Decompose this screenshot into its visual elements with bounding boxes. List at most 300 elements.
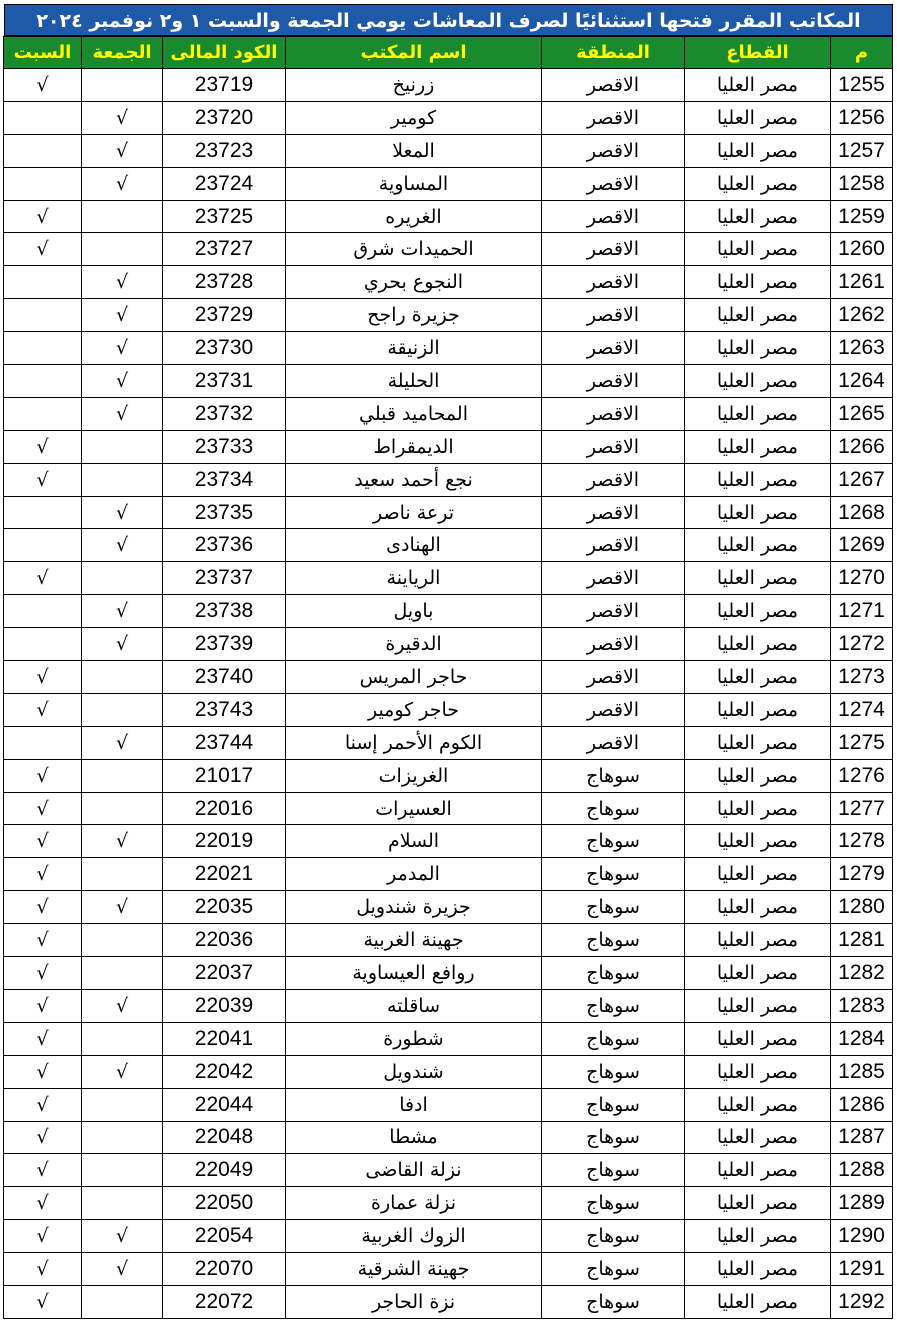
cell-num: 1282 [831, 957, 893, 990]
cell-num: 1277 [831, 792, 893, 825]
cell-num: 1285 [831, 1055, 893, 1088]
cell-friday-check: √ [82, 365, 163, 398]
cell-sector: مصر العليا [685, 924, 831, 957]
cell-sector: مصر العليا [685, 167, 831, 200]
cell-num: 1270 [831, 562, 893, 595]
cell-code: 22041 [163, 1022, 286, 1055]
table-row [4, 299, 893, 332]
cell-sector: مصر العليا [685, 266, 831, 299]
cell-office: زرنيخ [286, 69, 542, 102]
cell-office: حاجر كومير [286, 693, 542, 726]
cell-region: سوهاج [542, 759, 685, 792]
cell-saturday-check: √ [4, 1088, 82, 1121]
cell-friday-check: √ [82, 1220, 163, 1253]
cell-friday-check [82, 957, 163, 990]
cell-saturday-check: √ [4, 1220, 82, 1253]
cell-code: 22019 [163, 825, 286, 858]
cell-saturday-check: √ [4, 693, 82, 726]
cell-num: 1257 [831, 134, 893, 167]
cell-office: نجع أحمد سعيد [286, 463, 542, 496]
cell-code: 23730 [163, 332, 286, 365]
cell-region: الاقصر [542, 167, 685, 200]
cell-region: سوهاج [542, 825, 685, 858]
cell-code: 23737 [163, 562, 286, 595]
table-row [4, 595, 893, 628]
cell-friday-check [82, 792, 163, 825]
cell-sector: مصر العليا [685, 1121, 831, 1154]
cell-sector: مصر العليا [685, 825, 831, 858]
cell-office: المحاميد قبلي [286, 397, 542, 430]
cell-region: سوهاج [542, 858, 685, 891]
cell-region: الاقصر [542, 332, 685, 365]
table-row [4, 726, 893, 759]
cell-friday-check: √ [82, 1055, 163, 1088]
cell-saturday-check [4, 529, 82, 562]
cell-saturday-check: √ [4, 1285, 82, 1318]
cell-friday-check: √ [82, 266, 163, 299]
header-row [4, 37, 893, 69]
cell-num: 1283 [831, 989, 893, 1022]
cell-saturday-check: √ [4, 989, 82, 1022]
cell-num: 1260 [831, 233, 893, 266]
cell-office: المعلا [286, 134, 542, 167]
cell-office: الزنيقة [286, 332, 542, 365]
cell-num: 1280 [831, 891, 893, 924]
cell-sector: مصر العليا [685, 332, 831, 365]
cell-office: باويل [286, 595, 542, 628]
cell-sector: مصر العليا [685, 759, 831, 792]
cell-saturday-check: √ [4, 661, 82, 694]
cell-saturday-check: √ [4, 1187, 82, 1220]
cell-num: 1271 [831, 595, 893, 628]
table-row [4, 430, 893, 463]
cell-num: 1273 [831, 661, 893, 694]
cell-code: 23740 [163, 661, 286, 694]
offices-table [3, 36, 893, 1319]
table-row [4, 825, 893, 858]
table-row [4, 562, 893, 595]
cell-saturday-check: √ [4, 562, 82, 595]
cell-saturday-check [4, 266, 82, 299]
table-row [4, 989, 893, 1022]
cell-friday-check: √ [82, 332, 163, 365]
cell-region: الاقصر [542, 726, 685, 759]
cell-code: 23733 [163, 430, 286, 463]
cell-region: الاقصر [542, 101, 685, 134]
cell-code: 23735 [163, 496, 286, 529]
cell-friday-check [82, 1121, 163, 1154]
cell-sector: مصر العليا [685, 989, 831, 1022]
cell-office: جزيرة شندويل [286, 891, 542, 924]
table-row [4, 792, 893, 825]
cell-saturday-check: √ [4, 858, 82, 891]
cell-sector: مصر العليا [685, 529, 831, 562]
cell-region: سوهاج [542, 1121, 685, 1154]
cell-num: 1264 [831, 365, 893, 398]
table-row [4, 134, 893, 167]
cell-region: الاقصر [542, 134, 685, 167]
cell-sector: مصر العليا [685, 101, 831, 134]
cell-saturday-check: √ [4, 1154, 82, 1187]
cell-office: الديمقراط [286, 430, 542, 463]
cell-code: 22054 [163, 1220, 286, 1253]
cell-saturday-check [4, 365, 82, 398]
table-row [4, 365, 893, 398]
cell-saturday-check: √ [4, 1055, 82, 1088]
cell-sector: مصر العليا [685, 233, 831, 266]
cell-sector: مصر العليا [685, 299, 831, 332]
cell-code: 22050 [163, 1187, 286, 1220]
cell-region: سوهاج [542, 1022, 685, 1055]
cell-code: 23719 [163, 69, 286, 102]
table-row [4, 891, 893, 924]
offices-sheet [4, 4, 893, 1319]
cell-code: 23724 [163, 167, 286, 200]
cell-sector: مصر العليا [685, 496, 831, 529]
cell-sector: مصر العليا [685, 463, 831, 496]
cell-code: 23744 [163, 726, 286, 759]
cell-saturday-check [4, 628, 82, 661]
table-row [4, 1121, 893, 1154]
cell-code: 22039 [163, 989, 286, 1022]
cell-num: 1291 [831, 1253, 893, 1286]
cell-region: الاقصر [542, 266, 685, 299]
cell-region: الاقصر [542, 430, 685, 463]
cell-friday-check: √ [82, 628, 163, 661]
cell-code: 23736 [163, 529, 286, 562]
cell-saturday-check [4, 101, 82, 134]
table-row [4, 924, 893, 957]
cell-friday-check: √ [82, 529, 163, 562]
cell-num: 1269 [831, 529, 893, 562]
cell-code: 23732 [163, 397, 286, 430]
cell-sector: مصر العليا [685, 1154, 831, 1187]
cell-code: 22044 [163, 1088, 286, 1121]
table-row [4, 957, 893, 990]
sheet-title: المكاتب المقرر فتحها استثنائيًا لصرف المعاشات يومي الجمعة والسبت ١ و٢ نوفمبر ٢٠٢٤ [4, 4, 893, 36]
cell-office: النجوع بحري [286, 266, 542, 299]
cell-num: 1286 [831, 1088, 893, 1121]
table-row [4, 858, 893, 891]
cell-office: الحميدات شرق [286, 233, 542, 266]
table-row [4, 1220, 893, 1253]
table-row [4, 332, 893, 365]
cell-code: 23743 [163, 693, 286, 726]
cell-num: 1281 [831, 924, 893, 957]
cell-region: الاقصر [542, 529, 685, 562]
cell-num: 1274 [831, 693, 893, 726]
cell-friday-check [82, 1187, 163, 1220]
header-saturday: السبت [4, 37, 82, 69]
cell-sector: مصر العليا [685, 661, 831, 694]
cell-saturday-check: √ [4, 1022, 82, 1055]
cell-saturday-check [4, 332, 82, 365]
table-row [4, 1055, 893, 1088]
table-row [4, 529, 893, 562]
header-friday: الجمعة [82, 37, 163, 69]
cell-num: 1265 [831, 397, 893, 430]
cell-num: 1276 [831, 759, 893, 792]
cell-num: 1278 [831, 825, 893, 858]
cell-sector: مصر العليا [685, 891, 831, 924]
cell-saturday-check: √ [4, 430, 82, 463]
cell-num: 1289 [831, 1187, 893, 1220]
cell-friday-check: √ [82, 134, 163, 167]
cell-code: 22049 [163, 1154, 286, 1187]
cell-saturday-check: √ [4, 792, 82, 825]
table-header [4, 37, 893, 69]
table-row [4, 233, 893, 266]
table-row [4, 69, 893, 102]
cell-friday-check [82, 1022, 163, 1055]
cell-office: الهنادى [286, 529, 542, 562]
cell-region: سوهاج [542, 1055, 685, 1088]
cell-code: 23739 [163, 628, 286, 661]
cell-saturday-check [4, 134, 82, 167]
cell-num: 1255 [831, 69, 893, 102]
cell-num: 1279 [831, 858, 893, 891]
cell-code: 22016 [163, 792, 286, 825]
cell-office: نزة الحاجر [286, 1285, 542, 1318]
cell-sector: مصر العليا [685, 430, 831, 463]
cell-region: الاقصر [542, 661, 685, 694]
cell-code: 23725 [163, 200, 286, 233]
cell-office: الزوك الغربية [286, 1220, 542, 1253]
cell-friday-check [82, 1088, 163, 1121]
table-row [4, 463, 893, 496]
cell-office: نزلة عمارة [286, 1187, 542, 1220]
cell-office: الغريره [286, 200, 542, 233]
cell-office: شطورة [286, 1022, 542, 1055]
cell-sector: مصر العليا [685, 858, 831, 891]
cell-region: الاقصر [542, 693, 685, 726]
cell-code: 22070 [163, 1253, 286, 1286]
cell-sector: مصر العليا [685, 1088, 831, 1121]
cell-office: المدمر [286, 858, 542, 891]
cell-sector: مصر العليا [685, 69, 831, 102]
cell-region: سوهاج [542, 1220, 685, 1253]
cell-region: سوهاج [542, 1154, 685, 1187]
cell-sector: مصر العليا [685, 1055, 831, 1088]
cell-region: الاقصر [542, 496, 685, 529]
cell-sector: مصر العليا [685, 365, 831, 398]
table-row [4, 397, 893, 430]
cell-office: ترعة ناصر [286, 496, 542, 529]
cell-region: سوهاج [542, 1088, 685, 1121]
cell-num: 1287 [831, 1121, 893, 1154]
cell-friday-check [82, 693, 163, 726]
table-row [4, 1088, 893, 1121]
cell-region: الاقصر [542, 595, 685, 628]
cell-sector: مصر العليا [685, 792, 831, 825]
cell-sector: مصر العليا [685, 1187, 831, 1220]
cell-code: 22035 [163, 891, 286, 924]
cell-region: الاقصر [542, 562, 685, 595]
cell-code: 23727 [163, 233, 286, 266]
cell-saturday-check: √ [4, 69, 82, 102]
cell-sector: مصر العليا [685, 693, 831, 726]
cell-friday-check [82, 661, 163, 694]
cell-friday-check: √ [82, 496, 163, 529]
cell-office: كومير [286, 101, 542, 134]
cell-saturday-check: √ [4, 957, 82, 990]
cell-saturday-check: √ [4, 891, 82, 924]
cell-code: 23728 [163, 266, 286, 299]
cell-friday-check [82, 1285, 163, 1318]
cell-office: شندويل [286, 1055, 542, 1088]
cell-region: الاقصر [542, 628, 685, 661]
cell-region: سوهاج [542, 1187, 685, 1220]
cell-office: الحليلة [286, 365, 542, 398]
cell-office: الغريزات [286, 759, 542, 792]
cell-friday-check [82, 200, 163, 233]
cell-region: الاقصر [542, 365, 685, 398]
table-row [4, 266, 893, 299]
header-office: اسم المكتب [286, 37, 542, 69]
cell-num: 1290 [831, 1220, 893, 1253]
cell-saturday-check [4, 299, 82, 332]
cell-code: 22042 [163, 1055, 286, 1088]
cell-code: 21017 [163, 759, 286, 792]
cell-friday-check [82, 924, 163, 957]
cell-office: مشطا [286, 1121, 542, 1154]
cell-friday-check: √ [82, 989, 163, 1022]
cell-friday-check [82, 69, 163, 102]
cell-sector: مصر العليا [685, 562, 831, 595]
cell-office: جزيرة راجح [286, 299, 542, 332]
cell-friday-check: √ [82, 825, 163, 858]
cell-region: الاقصر [542, 397, 685, 430]
cell-sector: مصر العليا [685, 628, 831, 661]
cell-region: الاقصر [542, 233, 685, 266]
cell-friday-check [82, 858, 163, 891]
cell-friday-check [82, 759, 163, 792]
cell-code: 22036 [163, 924, 286, 957]
cell-region: سوهاج [542, 792, 685, 825]
cell-office: السلام [286, 825, 542, 858]
cell-code: 23729 [163, 299, 286, 332]
cell-region: الاقصر [542, 69, 685, 102]
cell-friday-check: √ [82, 397, 163, 430]
table-row [4, 101, 893, 134]
cell-sector: مصر العليا [685, 595, 831, 628]
cell-num: 1275 [831, 726, 893, 759]
cell-friday-check [82, 233, 163, 266]
cell-code: 23723 [163, 134, 286, 167]
cell-region: الاقصر [542, 200, 685, 233]
cell-code: 23731 [163, 365, 286, 398]
cell-num: 1268 [831, 496, 893, 529]
cell-office: روافع العيساوية [286, 957, 542, 990]
cell-num: 1261 [831, 266, 893, 299]
cell-region: سوهاج [542, 1285, 685, 1318]
table-row [4, 759, 893, 792]
cell-sector: مصر العليا [685, 957, 831, 990]
cell-saturday-check: √ [4, 1253, 82, 1286]
cell-code: 23734 [163, 463, 286, 496]
cell-office: نزلة القاضى [286, 1154, 542, 1187]
cell-num: 1292 [831, 1285, 893, 1318]
table-row [4, 1154, 893, 1187]
cell-friday-check [82, 430, 163, 463]
cell-region: سوهاج [542, 1253, 685, 1286]
cell-num: 1258 [831, 167, 893, 200]
cell-saturday-check: √ [4, 825, 82, 858]
cell-num: 1263 [831, 332, 893, 365]
cell-saturday-check [4, 397, 82, 430]
cell-sector: مصر العليا [685, 1022, 831, 1055]
cell-saturday-check [4, 167, 82, 200]
cell-code: 23738 [163, 595, 286, 628]
cell-sector: مصر العليا [685, 200, 831, 233]
cell-num: 1256 [831, 101, 893, 134]
header-code: الكود المالى [163, 37, 286, 69]
cell-sector: مصر العليا [685, 726, 831, 759]
cell-num: 1259 [831, 200, 893, 233]
cell-region: سوهاج [542, 891, 685, 924]
table-row [4, 1253, 893, 1286]
cell-num: 1262 [831, 299, 893, 332]
header-region: المنطقة [542, 37, 685, 69]
table-row [4, 200, 893, 233]
cell-sector: مصر العليا [685, 1285, 831, 1318]
cell-num: 1284 [831, 1022, 893, 1055]
table-row [4, 661, 893, 694]
cell-code: 22048 [163, 1121, 286, 1154]
table-row [4, 1022, 893, 1055]
cell-saturday-check: √ [4, 924, 82, 957]
cell-office: العسيرات [286, 792, 542, 825]
cell-sector: مصر العليا [685, 1253, 831, 1286]
cell-friday-check: √ [82, 595, 163, 628]
table-row [4, 1285, 893, 1318]
cell-office: ساقلته [286, 989, 542, 1022]
cell-saturday-check [4, 496, 82, 529]
cell-sector: مصر العليا [685, 397, 831, 430]
cell-saturday-check: √ [4, 759, 82, 792]
table-row [4, 1187, 893, 1220]
cell-code: 23720 [163, 101, 286, 134]
cell-region: الاقصر [542, 463, 685, 496]
cell-friday-check: √ [82, 299, 163, 332]
cell-sector: مصر العليا [685, 1220, 831, 1253]
header-sector: القطاع [685, 37, 831, 69]
cell-friday-check: √ [82, 726, 163, 759]
cell-code: 22037 [163, 957, 286, 990]
cell-friday-check [82, 562, 163, 595]
cell-friday-check: √ [82, 101, 163, 134]
cell-saturday-check: √ [4, 233, 82, 266]
cell-saturday-check [4, 595, 82, 628]
cell-friday-check: √ [82, 167, 163, 200]
cell-num: 1288 [831, 1154, 893, 1187]
cell-office: جهينة الشرقية [286, 1253, 542, 1286]
table-row [4, 628, 893, 661]
cell-office: المساوية [286, 167, 542, 200]
cell-region: سوهاج [542, 957, 685, 990]
cell-friday-check [82, 1154, 163, 1187]
cell-saturday-check: √ [4, 463, 82, 496]
cell-office: الدقيرة [286, 628, 542, 661]
cell-friday-check: √ [82, 891, 163, 924]
cell-region: الاقصر [542, 299, 685, 332]
cell-num: 1272 [831, 628, 893, 661]
cell-office: جهينة الغربية [286, 924, 542, 957]
cell-office: حاجر المريس [286, 661, 542, 694]
table-body [4, 69, 893, 1319]
table-row [4, 496, 893, 529]
cell-num: 1266 [831, 430, 893, 463]
